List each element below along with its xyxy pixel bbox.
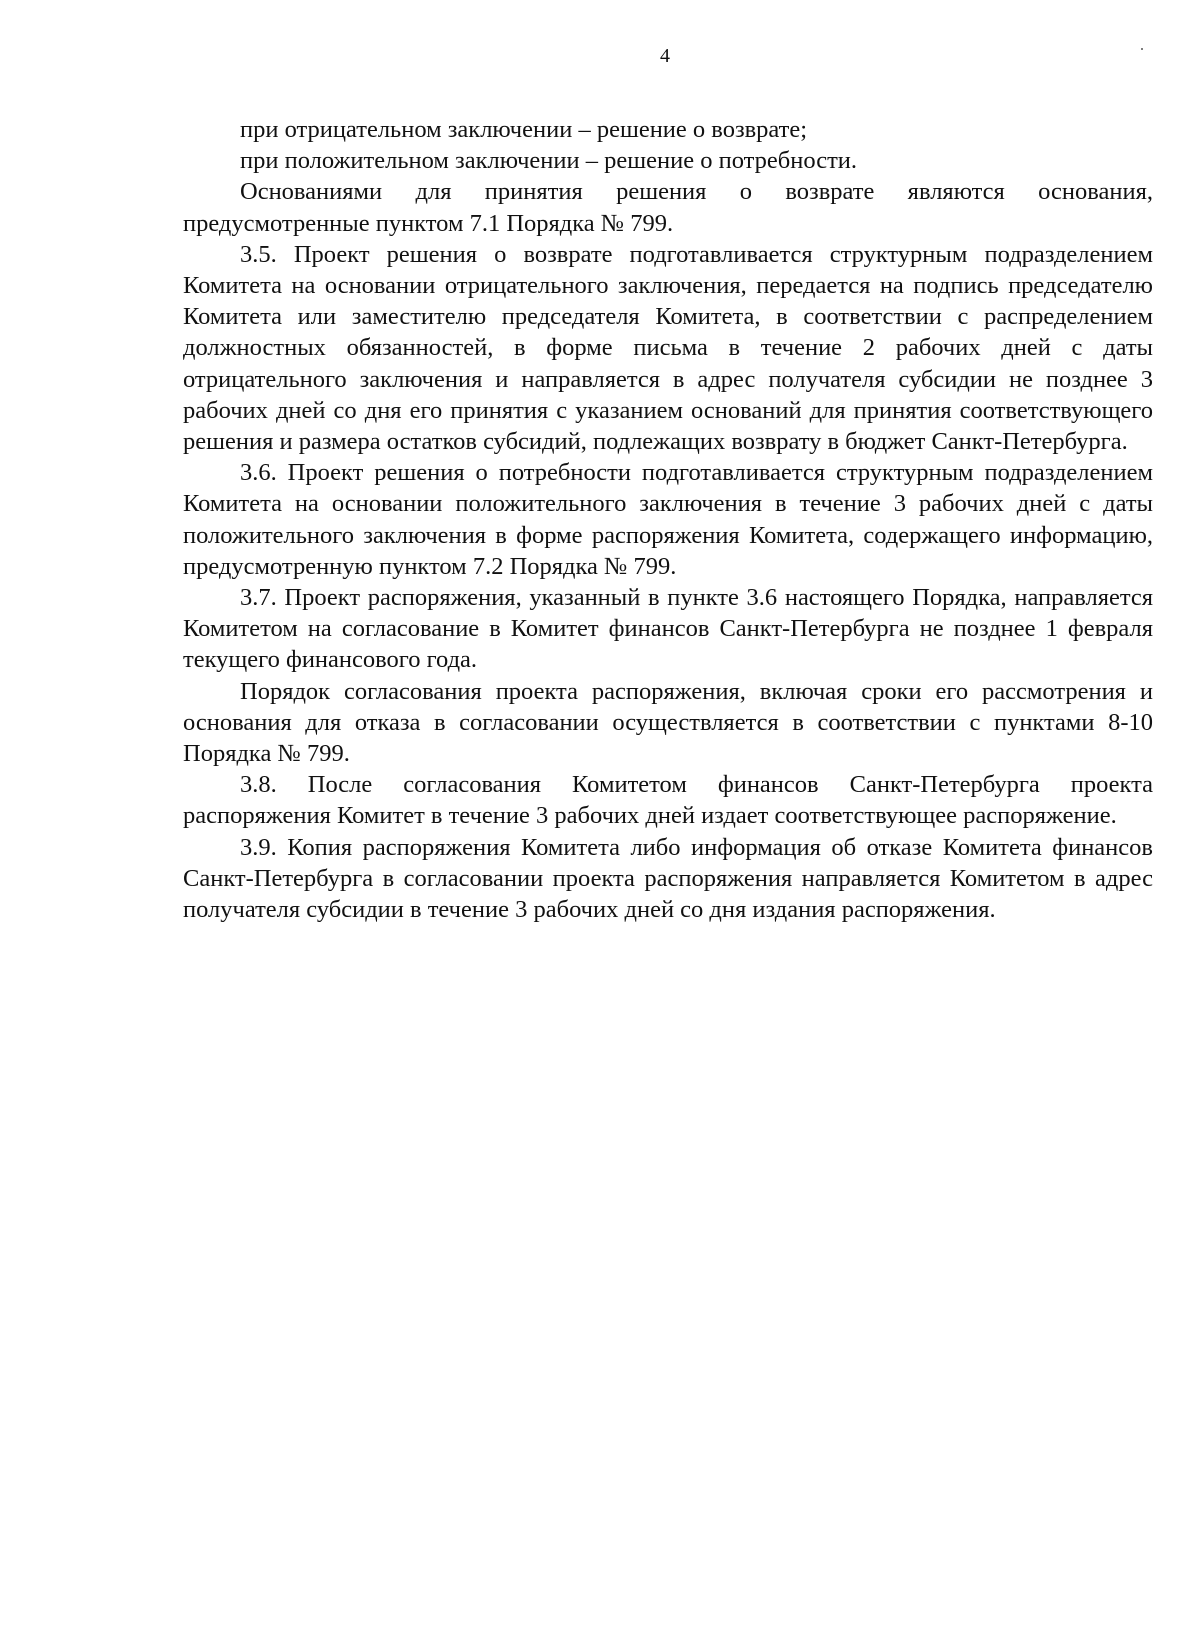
paragraph-3-7: 3.7. Проект распоряжения, указанный в пункте 3.6 настоящего Порядка, направляется Комитетом на согласование в Комитет финансов Санкт-Петербурга не позднее 1 февраля текущего финансового года. bbox=[183, 584, 1153, 674]
paragraph-negative-conclusion: при отрицательном заключении – решение о возврате; bbox=[240, 116, 808, 143]
page-number: 4 bbox=[660, 45, 670, 67]
paragraph-positive-conclusion: при положительном заключении – решение о потребности. bbox=[240, 147, 858, 175]
paragraph-3-9: 3.9. Копия распоряжения Комитета либо информация об отказе Комитета финансов Санкт-Петербурга в согласовании проекта распоряжения направляется Комитетом в адрес получателя субсидии в течение 3 рабочих дней со дня издания распоряжения. bbox=[183, 833, 1153, 924]
paragraph-3-6: 3.6. Проект решения о потребности подготавливается структурным подразделением Комитета на основании положительного заключения в течение 3 рабочих дней с даты положительного заключения в форме распоряжения Комитета, содержащего информацию, предусмотренную пунктом 7.2 Порядка № 799. bbox=[183, 459, 1153, 580]
paragraph-approval-procedure: Порядок согласования проекта распоряжения, включая сроки его рассмотрения и основания для отказа в согласовании осуществляется в соответствии с пунктами 8-10 Порядка № 799. bbox=[183, 677, 1153, 768]
scan-speck bbox=[1141, 48, 1143, 50]
document-body bbox=[183, 114, 1153, 925]
paragraph-3-8: 3.8. После согласования Комитетом финансов Санкт-Петербурга проекта распоряжения Комитет в течение 3 рабочих дней издает соответствующее распоряжение. bbox=[183, 771, 1153, 830]
paragraph-3-5: 3.5. Проект решения о возврате подготавливается структурным подразделением Комитета на основании отрицательного заключения, передается на подпись председателю Комитета или заместителю председателя Комитета, в соответствии с распределением должностных обязанностей, в форме письма в течение 2 рабочих дней с даты отрицательного заключения и направляется в адрес получателя субсидии не позднее 3 рабочих дней со дня его принятия с указанием оснований для принятия соответствующего решения и размера остатков субсидий, подлежащих возврату в бюджет Санкт-Петербурга. bbox=[183, 240, 1153, 456]
paragraph-return-grounds: Основаниями для принятия решения о возврате являются основания, предусмотренные пунктом 7.1 Порядка № 799. bbox=[183, 178, 1153, 237]
